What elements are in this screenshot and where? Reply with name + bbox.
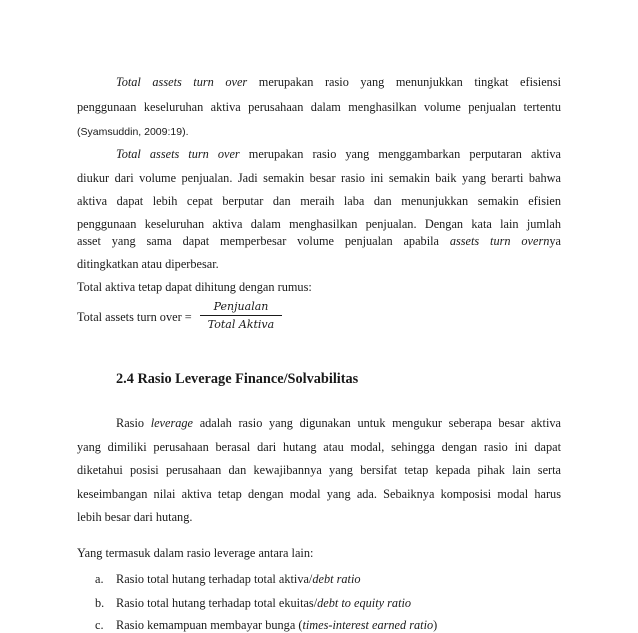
text: Rasio: [116, 416, 145, 430]
list-marker: c.: [95, 618, 104, 632]
term-total-assets-turn-over: Total assets turn over: [116, 147, 240, 161]
paragraph-2-line-2: diukur dari volume penjualan. Jadi semakin besar rasio ini semakin baik yang berarti bahwa: [77, 171, 561, 185]
paragraph-3-line-5: lebih besar dari hutang.: [77, 510, 193, 524]
text: asset yang sama dapat memperbesar volume penjualan apabila: [77, 234, 439, 248]
paragraph-2-line-1: [116, 146, 561, 162]
paragraph-1-line-1: [116, 74, 561, 90]
section-heading: 2.4 Rasio Leverage Finance/Solvabilitas: [116, 371, 359, 387]
list-item: [116, 618, 437, 633]
citation: (Syamsuddin, 2009:19).: [77, 126, 189, 138]
paragraph-2-line-4: penggunaan keseluruhan aktiva dalam menghasilkan penjualan. Dengan kata lain jumlah: [77, 217, 561, 231]
paragraph-2-line-6: ditingkatkan atau diperbesar.: [77, 257, 219, 271]
fraction: [200, 299, 282, 333]
term-group: [450, 234, 561, 248]
text: merupakan rasio yang menggambarkan perputaran aktiva: [248, 147, 561, 161]
text: merupakan rasio yang menunjukkan tingkat efisiensi: [258, 75, 562, 89]
list-intro: Yang termasuk dalam rasio leverage antara lain:: [77, 546, 314, 560]
formula-label: Total assets turn over =: [77, 310, 192, 324]
term-total-assets-turn-over: Total assets turn over: [116, 75, 248, 89]
paragraph-3-line-4: keseimbangan nilai aktiva tetap dengan modal yang ada. Sebaiknya komposisi modal harus: [77, 487, 561, 501]
term-assets-turn-over: assets turn overn: [449, 234, 550, 248]
list-marker: a.: [95, 572, 104, 586]
paragraph-1-line-2: penggunaan keseluruhan aktiva perusahaan dalam menghasilkan volume penjualan tertentu: [77, 100, 561, 114]
term: debt to equity ratio: [317, 596, 412, 610]
paragraph-3-line-2: yang dimiliki perusahaan berasal dari hutang atau modal, sehingga dengan rasio ini dapat: [77, 440, 561, 454]
text: Rasio kemampuan membayar bunga (: [116, 618, 303, 632]
term-leverage: leverage: [150, 416, 194, 430]
fraction-numerator: Penjualan: [213, 300, 269, 313]
term: times-interest earned ratio: [302, 618, 434, 632]
text: ): [433, 618, 438, 632]
paragraph-3-line-3: diketahui posisi perusahaan dan kewajibannya yang bersifat tetap kepada pihak lain serta: [77, 463, 561, 477]
text: adalah rasio yang digunakan untuk mengukur seberapa besar aktiva: [199, 416, 561, 430]
text: Rasio total hutang terhadap total aktiva/: [116, 572, 313, 586]
fraction-denominator: Total Aktiva: [207, 318, 275, 331]
paragraph-2-line-3: aktiva dapat lebih cepat berputar dan meraih laba dan menunjukkan semakin efisien: [77, 194, 561, 208]
text: Rasio total hutang terhadap total ekuitas/: [116, 596, 318, 610]
list-marker: b.: [95, 596, 105, 610]
term: debt ratio: [312, 572, 361, 586]
paragraph-2-line-5: [77, 233, 561, 249]
formula-intro: Total aktiva tetap dapat dihitung dengan rumus:: [77, 280, 312, 294]
list-item: [116, 572, 361, 587]
text: ya: [549, 234, 561, 248]
paragraph-3-line-1: [116, 415, 561, 431]
fraction-bar: [200, 315, 282, 316]
list-item: [116, 596, 411, 611]
